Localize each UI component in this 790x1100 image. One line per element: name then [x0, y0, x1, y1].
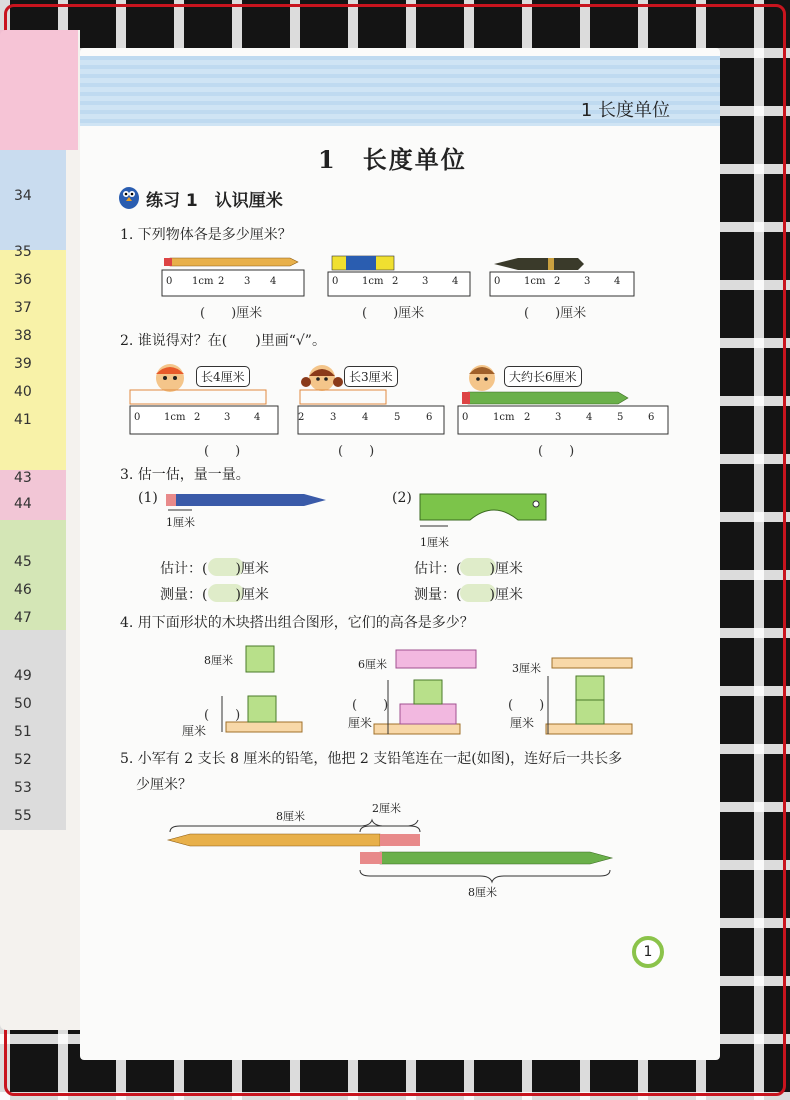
- q4-block-label-1: 8厘米: [204, 654, 233, 667]
- q1-ruler3-tick-0: 0: [494, 276, 501, 287]
- q2-ruler3-tick-3: 3: [555, 412, 562, 423]
- q2-ruler2-tick-2: 4: [362, 412, 369, 423]
- q2-ruler2-tick-3: 5: [394, 412, 401, 423]
- side-tab-40[interactable]: 40: [14, 384, 32, 400]
- q2-ruler2-tick-0: 2: [298, 412, 305, 423]
- side-tab-34[interactable]: 34: [14, 188, 32, 204]
- q1-ruler3-tick-1: 1cm: [524, 276, 546, 287]
- bubble-1: 长4厘米: [196, 366, 250, 387]
- q1-ruler3-tick-2: 2: [554, 276, 561, 287]
- q3-measure-1[interactable]: 测量：( )厘米: [160, 587, 269, 603]
- side-tab-41[interactable]: 41: [14, 412, 32, 428]
- q3-measure-2[interactable]: 测量：( )厘米: [414, 587, 523, 603]
- q5-label-bottom: 8厘米: [468, 886, 497, 899]
- bubble-3: 大约长6厘米: [504, 366, 582, 387]
- side-tab-35[interactable]: 35: [14, 244, 32, 260]
- q1-pencil-ruler-figure: [160, 252, 310, 302]
- side-tab-53[interactable]: 53: [14, 780, 32, 796]
- q3-pencil-figure: [164, 490, 334, 510]
- side-tab-43[interactable]: 43: [14, 470, 32, 486]
- side-tab-36[interactable]: 36: [14, 272, 32, 288]
- q4-block-label-3: 3厘米: [512, 662, 541, 675]
- q1-ruler3-tick-3: 3: [584, 276, 591, 287]
- side-tab-38[interactable]: 38: [14, 328, 32, 344]
- q2-blank-2[interactable]: ( ): [338, 444, 375, 459]
- bubble-2: 长3厘米: [344, 366, 398, 387]
- running-title: 1 长度单位: [580, 100, 670, 121]
- q4-answer-3[interactable]: ( ): [508, 698, 545, 713]
- question-2-text: 2. 谁说得对？在( )里画“√”。: [120, 333, 326, 349]
- q2-ruler1-tick-4: 4: [254, 412, 261, 423]
- side-tab-50[interactable]: 50: [14, 696, 32, 712]
- q3-unit-label-2: 1厘米: [420, 536, 449, 549]
- section-title: 练习 1 认识厘米: [146, 191, 283, 211]
- chapter-title: 1 长度单位: [318, 145, 467, 174]
- q3-item-2: (2): [392, 490, 412, 506]
- q3-estimate-2[interactable]: 估计：( )厘米: [414, 561, 523, 577]
- q1-ruler2-tick-3: 3: [422, 276, 429, 287]
- q2-ruler3-tick-4: 4: [586, 412, 593, 423]
- q2-blank-1[interactable]: ( ): [204, 444, 241, 459]
- side-tab-45[interactable]: 45: [14, 554, 32, 570]
- q3-item-1: (1): [138, 490, 158, 506]
- q2-blank-3[interactable]: ( ): [538, 444, 575, 459]
- q4-block-label-2: 6厘米: [358, 658, 387, 671]
- q2-ruler3-tick-0: 0: [462, 412, 469, 423]
- side-tab-39[interactable]: 39: [14, 356, 32, 372]
- q1-ruler2-tick-4: 4: [452, 276, 459, 287]
- q2-ruler3-tick-2: 2: [524, 412, 531, 423]
- side-tab-46[interactable]: 46: [14, 582, 32, 598]
- q1-ruler1-tick-2: 2: [218, 276, 225, 287]
- q2-ruler3-tick-5: 5: [617, 412, 624, 423]
- q1-ruler1-tick-0: 0: [166, 276, 173, 287]
- side-tab-55[interactable]: 55: [14, 808, 32, 824]
- q3-unit-label-1: 1厘米: [166, 516, 195, 529]
- side-tab-51[interactable]: 51: [14, 724, 32, 740]
- q2-ruler1-tick-1: 1cm: [164, 412, 186, 423]
- q4-unit-3: 厘米: [510, 716, 535, 730]
- question-4-text: 4. 用下面形状的木块搭出组合图形，它们的高各是多少？: [120, 615, 474, 631]
- q2-ruler1-tick-3: 3: [224, 412, 231, 423]
- q2-ruler1-tick-2: 2: [194, 412, 201, 423]
- q4-answer-2[interactable]: ( ): [352, 698, 389, 713]
- left-page-edge: [0, 30, 80, 1030]
- bird-mascot-icon: [116, 182, 142, 210]
- side-tab-49[interactable]: 49: [14, 668, 32, 684]
- q1-answer-3[interactable]: ( )厘米: [524, 306, 587, 321]
- q4-answer-1[interactable]: ( ): [204, 708, 241, 723]
- page-number-badge: 1: [632, 936, 664, 968]
- q2-ruler1-tick-0: 0: [134, 412, 141, 423]
- q4-unit-2: 厘米: [348, 716, 373, 730]
- question-5-line-1: 5. 小军有 2 支长 8 厘米的铅笔，他把 2 支铅笔连在一起(如图)，连好后一共长多: [120, 751, 623, 767]
- q1-answer-1[interactable]: ( )厘米: [200, 306, 263, 321]
- q2-ruler2-tick-4: 6: [426, 412, 433, 423]
- q1-answer-2[interactable]: ( )厘米: [362, 306, 425, 321]
- q4-blocks-figure: [196, 640, 636, 740]
- side-tab-44[interactable]: 44: [14, 496, 32, 512]
- question-1-text: 1. 下列物体各是多少厘米？: [120, 227, 292, 243]
- question-3-text: 3. 估一估，量一量。: [120, 467, 250, 483]
- q5-label-top: 8厘米: [276, 810, 305, 823]
- q1-ruler1-tick-3: 3: [244, 276, 251, 287]
- q2-ruler3-tick-1: 1cm: [493, 412, 515, 423]
- q1-ruler1-tick-4: 4: [270, 276, 277, 287]
- question-5-line-2: 少厘米？: [136, 777, 192, 793]
- side-tab-37[interactable]: 37: [14, 300, 32, 316]
- q5-two-pencils-figure: [160, 818, 620, 888]
- q1-ruler2-tick-2: 2: [392, 276, 399, 287]
- q2-ruler2-tick-1: 3: [330, 412, 337, 423]
- q1-ruler2-tick-0: 0: [332, 276, 339, 287]
- q3-estimate-1[interactable]: 估计：( )厘米: [160, 561, 269, 577]
- q5-label-overlap: 2厘米: [372, 802, 401, 815]
- side-tab-47[interactable]: 47: [14, 610, 32, 626]
- q3-green-plate-figure: [418, 492, 550, 528]
- q1-ruler1-tick-1: 1cm: [192, 276, 214, 287]
- side-tab-52[interactable]: 52: [14, 752, 32, 768]
- q1-ruler3-tick-4: 4: [614, 276, 621, 287]
- q4-unit-1: 厘米: [182, 724, 207, 738]
- q2-ruler3-tick-6: 6: [648, 412, 655, 423]
- q1-ruler2-tick-1: 1cm: [362, 276, 384, 287]
- pink-band: [0, 30, 78, 150]
